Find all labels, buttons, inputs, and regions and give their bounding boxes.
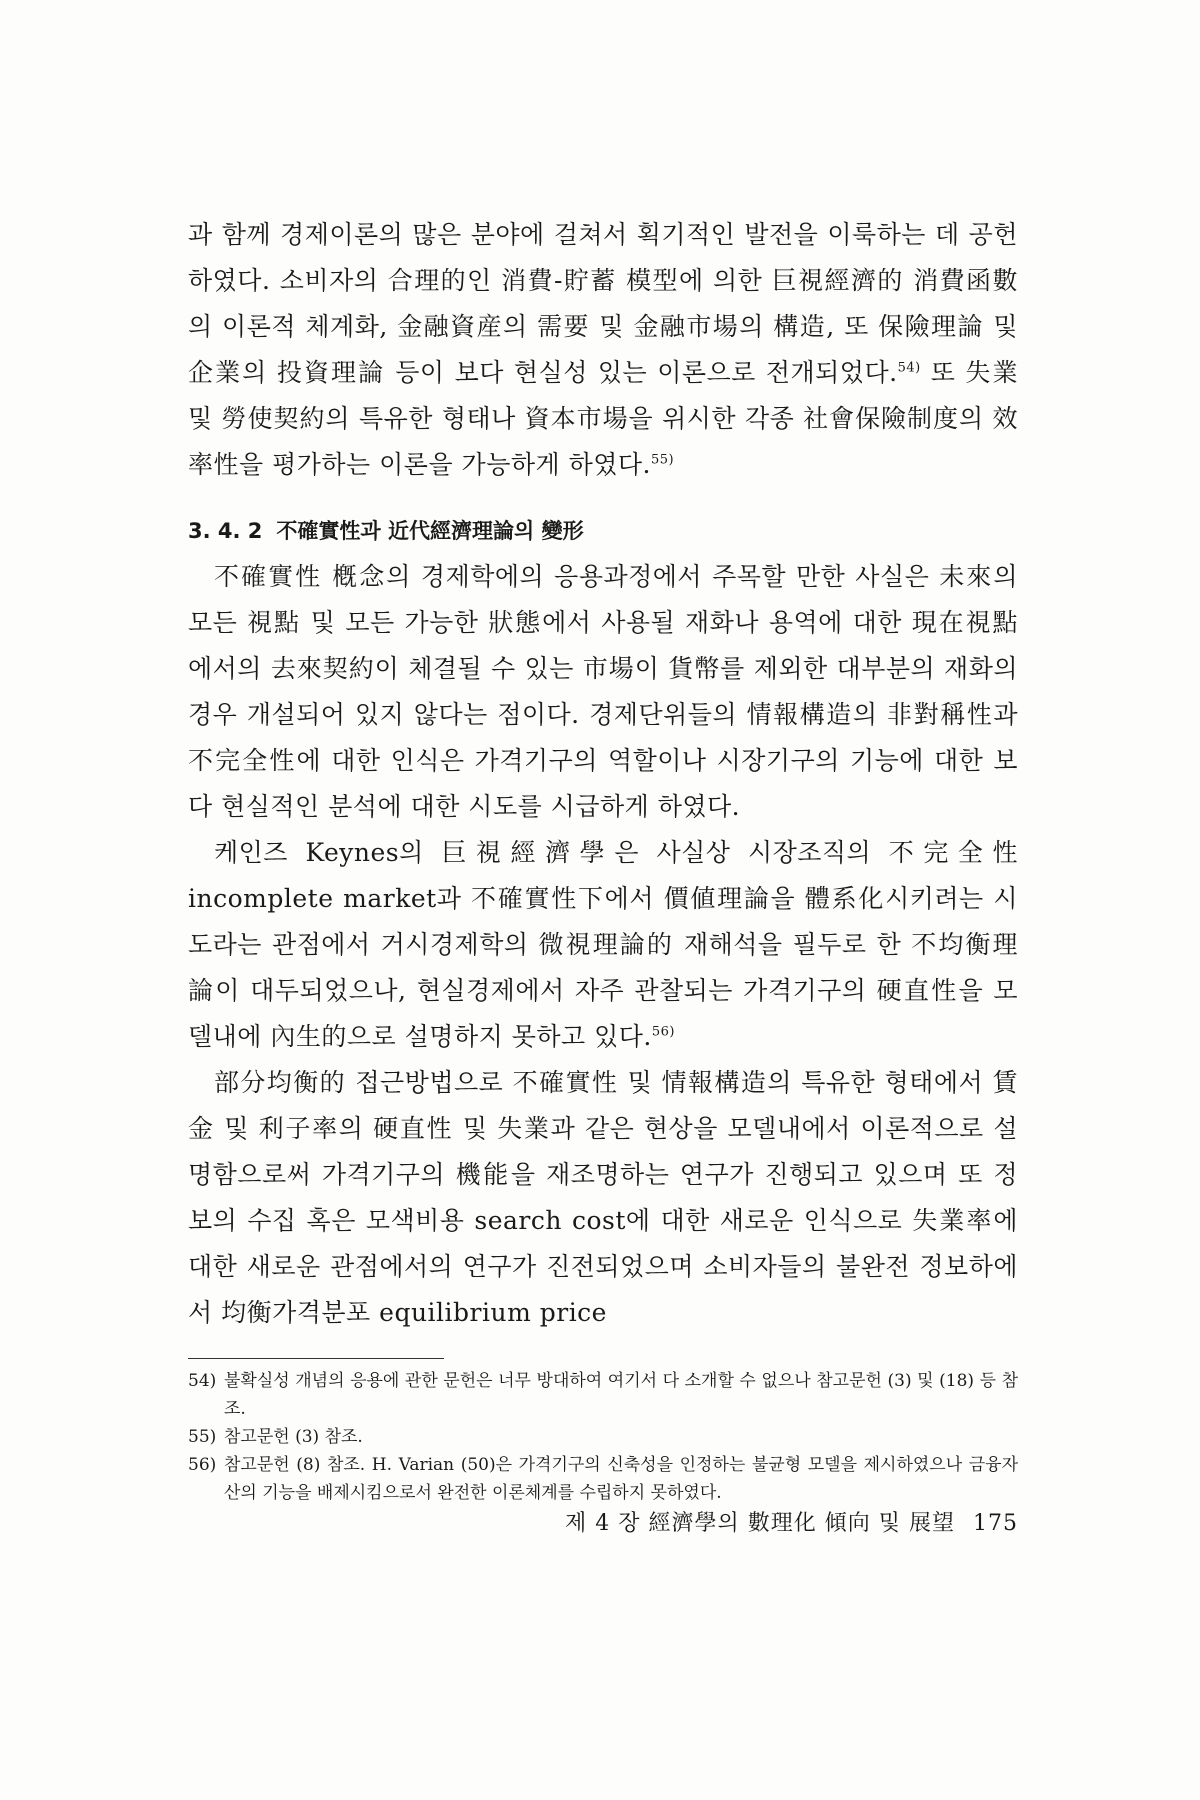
footnote-text: 참고문헌 (3) 참조. — [224, 1427, 363, 1447]
body-paragraph-4 — [188, 1060, 1018, 1336]
body-paragraph-2 — [188, 554, 1018, 830]
para2-text: 不確實性 槪念의 경제학에의 응용과정에서 주목할 만한 사실은 未來의 모든 視點 및 모든 가능한 狀態에서 사용될 재화나 용역에 대한 現在視點에서의 去來契約이 체결될 수 있는 市場이 貨幣를 제외한 대부분의 재화의 경우 개설되어 있지 않다는 점이다. 경제단위들의 情報構造의 非對稱性과 不完全性에 대한 인식은 가격기구의 역할이나 시장기구의 기능에 대한 보다 현실적인 분석에 대한 시도를 시급하게 하였다. — [188, 562, 1018, 821]
footnote-mark: 56) — [188, 1455, 217, 1475]
footnotes — [188, 1367, 1018, 1507]
section-number: 3. 4. 2 — [188, 519, 263, 543]
footnote-ref-55[interactable]: 55) — [651, 452, 675, 468]
footnote-mark: 55) — [188, 1427, 217, 1447]
footnote-ref-56[interactable]: 56) — [651, 1024, 675, 1040]
section-title: 不確實性과 近代經濟理論의 變形 — [276, 519, 584, 543]
page-number: 175 — [973, 1511, 1018, 1536]
body-paragraph-3 — [188, 830, 1018, 1060]
footnote-mark: 54) — [188, 1371, 217, 1391]
running-footer — [565, 1506, 1018, 1537]
footnote-text: 참고문헌 (8) 참조. H. Varian (50)은 가격기구의 신축성을 인정하는 불균형 모델을 제시하였으나 금융자산의 기능을 배제시킴으로서 완전한 이론체계를 수립하지 못하였다. — [224, 1455, 1018, 1503]
page-content — [188, 212, 1018, 1507]
para1-continuation: 또 失業 및 勞使契約의 특유한 형태나 資本市場을 위시한 각종 社會保險制度의 效率性을 평가하는 이론을 가능하게 하였다. — [188, 358, 1018, 479]
para4-text: 部分均衡的 접근방법으로 不確實性 및 情報構造의 특유한 형태에서 賃金 및 利子率의 硬直性 및 失業과 같은 현상을 모델내에서 이론적으로 설명함으로써 가격기구의 機能을 재조명하는 연구가 진행되고 있으며 또 정보의 수집 혹은 모색비용 search cost에 대한 새로운 인식으로 失業率에 대한 새로운 관점에서의 연구가 진전되었으며 소비자들의 불완전 정보하에서 均衡가격분포 equilibrium price — [188, 1068, 1018, 1327]
footnote-54 — [188, 1367, 1018, 1423]
section-heading — [188, 514, 1018, 548]
para1-text: 과 함께 경제이론의 많은 분야에 걸쳐서 획기적인 발전을 이룩하는 데 공헌하였다. 소비자의 合理的인 消費-貯蓄 模型에 의한 巨視經濟的 消費函數의 이론적 체계화, 金融資産의 需要 및 金融市場의 構造, 또 保險理論 및 企業의 投資理論 등이 보다 현실성 있는 이론으로 전개되었다. — [188, 220, 1018, 387]
body-paragraph-1 — [188, 212, 1018, 488]
footnote-55 — [188, 1423, 1018, 1451]
chapter-title: 제 4 장 經濟學의 數理化 傾向 및 展望 — [565, 1511, 955, 1536]
footnote-divider — [188, 1358, 444, 1359]
footnote-56 — [188, 1451, 1018, 1507]
footnote-ref-54[interactable]: 54) — [897, 360, 921, 376]
para3-text: 케인즈 Keynes의 巨視經濟學은 사실상 시장조직의 不完全性 incomplete market과 不確實性下에서 價値理論을 體系化시키려는 시도라는 관점에서 거시경제학의 微視理論的 재해석을 필두로 한 不均衡理論이 대두되었으나, 현실경제에서 자주 관찰되는 가격기구의 硬直性을 모델내에 內生的으로 설명하지 못하고 있다. — [188, 838, 1018, 1051]
footnote-text: 불확실성 개념의 응용에 관한 문헌은 너무 방대하여 여기서 다 소개할 수 없으나 참고문헌 (3) 및 (18) 등 참조. — [224, 1371, 1018, 1419]
